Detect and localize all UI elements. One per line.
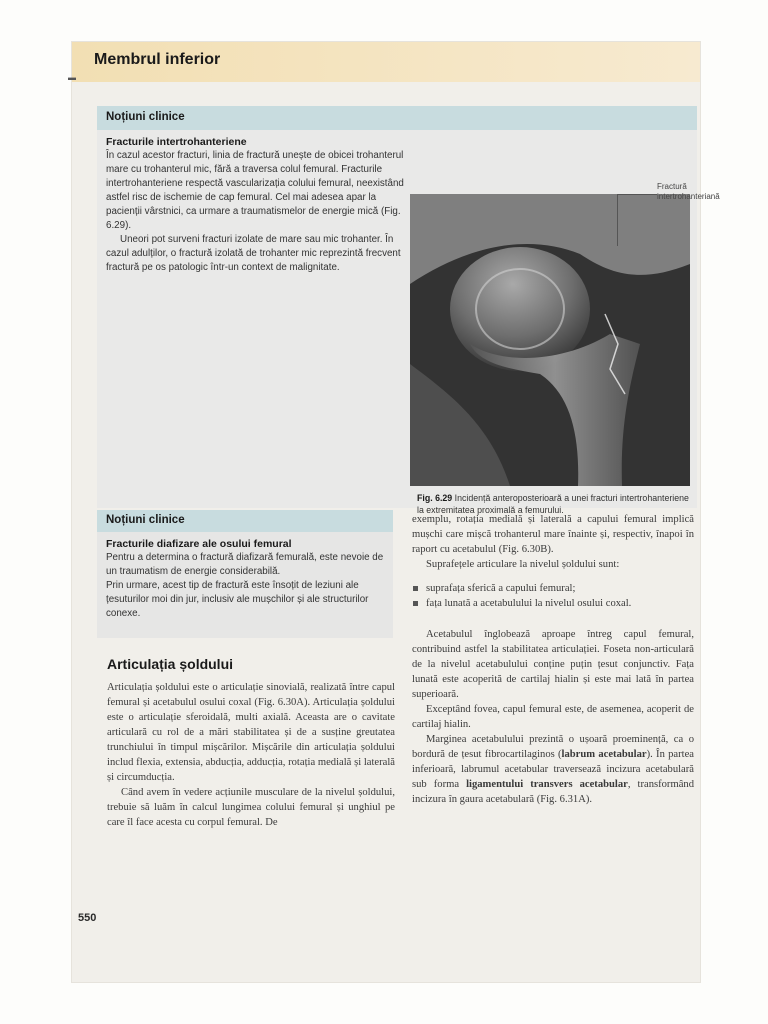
clinical-notes-heading: Noțiuni clinice [106, 514, 185, 526]
clinical-paragraph: Prin urmare, acest tip de fractură este însoțit de leziuni ale țesuturilor moi din jur, inclusiv ale mușchilor și ale structurilor conexe. [106, 580, 369, 619]
clinical-paragraph: Uneori pot surveni fracturi izolate de mare sau mic trohanter. În cazul adulților, o fractură izolată de trohanter mic reprezintă frecvent fractură pe os patologic într-un context de malignitate. [106, 234, 401, 273]
callout-line [617, 194, 618, 246]
clinical-notes-header [97, 510, 393, 532]
body-paragraph: Suprafețele articulare la nivelul șoldului sunt: [426, 559, 620, 570]
body-paragraph: Când avem în vedere acțiunile musculare de la nivelul șoldului, trebuie să luăm în calcul lungimea colului femural și unghiul pe care îl face acesta cu corpul femural. De [107, 787, 395, 828]
body-paragraph: exemplu, rotația medială și laterală a capului femural implică mușchi care mișcă trohanterul mare înainte și, respectiv, înapoi în raport cu acetabulul (Fig. 6.30B). [412, 514, 694, 555]
list-item: suprafața sferică a capului femural; [412, 581, 694, 596]
clinical-notes-content [106, 136, 404, 275]
body-paragraph: Acetabulul înglobează aproape întreg capul femural, contribuind astfel la stabilitatea articulației. Foseta non-articulară de la nivelul acetabulului conține puțin țesut conjunctiv. Fața lunată este acoperită de cartilaj hialin și este mai lată în partea superioară. [412, 629, 694, 700]
fracture-callout-label: Fractură intertrohanteriană [657, 182, 720, 201]
callout-line [617, 194, 657, 195]
clinical-notes-box-1 [97, 106, 720, 515]
margin-mark: ▬ [68, 73, 76, 82]
xray-image [410, 194, 690, 486]
clinical-subheading: Fracturile intertrohanteriene [106, 136, 247, 148]
term-ligament: ligamentului transvers acetabular [466, 779, 628, 790]
clinical-subheading: Fracturile diafizare ale osului femural [106, 538, 292, 550]
section-title: Articulația șoldului [107, 656, 234, 672]
clinical-notes-box-2 [97, 510, 393, 638]
xray-illustration [410, 194, 690, 486]
right-column [412, 512, 694, 807]
clinical-paragraph: În cazul acestor fracturi, linia de fractură unește de obicei trohanterul mare cu trohanterul mic, fără a traversa colul femural. Fracturile intertrohanteriene respectă vascularizația colului femural, neexistând astfel risc de ischemie de cap femural. Cel mai adesea apar la pacienții vârstnici, ca urmare a traumatismelor de energie mică (Fig. 6.29). [106, 150, 404, 231]
list-item: fața lunată a acetabulului la nivelul osului coxal. [412, 596, 694, 611]
chapter-header [72, 42, 700, 82]
bullet-list [412, 581, 694, 611]
figure-caption-text: Incidență anteroposterioară a unei fracturi intertrohanteriene la extremitatea proximală a femurului. [417, 493, 689, 515]
body-paragraph: Articulația șoldului este o articulație sinovială, realizată între capul femural și acetabulul osului coxal (Fig. 6.30A). Articulația șoldului este o articulație sferoidală, multi axială. Aceasta are o cavitate articulară cu rol de a mări stabilitatea și de a susține greutatea trunchiului în timpul mișcărilor. Mișcările din articulația șoldului includ flexia, extensia, abducția, adducția, rotația medială și laterală și circumducția. [107, 682, 395, 783]
clinical-notes-content [106, 538, 388, 621]
body-paragraph: Marginea acetabulului prezintă o ușoară proeminență, ca o bordură de țesut fibrocartilaginos (labrum acetabular). În partea inferioară, labrumul acetabular traversează incizura acetabulară sub forma ligamentului transvers acetabular, transformând incizura în gaura acetabulară (Fig. 6.31A). [412, 734, 695, 805]
book-page [68, 42, 720, 982]
chapter-title: Membrul inferior [94, 51, 221, 68]
term-labrum: labrum acetabular [561, 749, 647, 760]
clinical-notes-heading: Noțiuni clinice [106, 111, 185, 123]
clinical-notes-header [97, 106, 697, 130]
clinical-paragraph: Pentru a determina o fractură diafizară femurală, este nevoie de un traumatism de energie considerabilă. [106, 552, 384, 577]
left-column [107, 680, 395, 830]
page-number: 550 [78, 912, 97, 924]
body-paragraph: Exceptând fovea, capul femural este, de asemenea, acoperit de cartilaj hialin. [412, 704, 694, 730]
figure-label: Fig. 6.29 [417, 493, 453, 503]
